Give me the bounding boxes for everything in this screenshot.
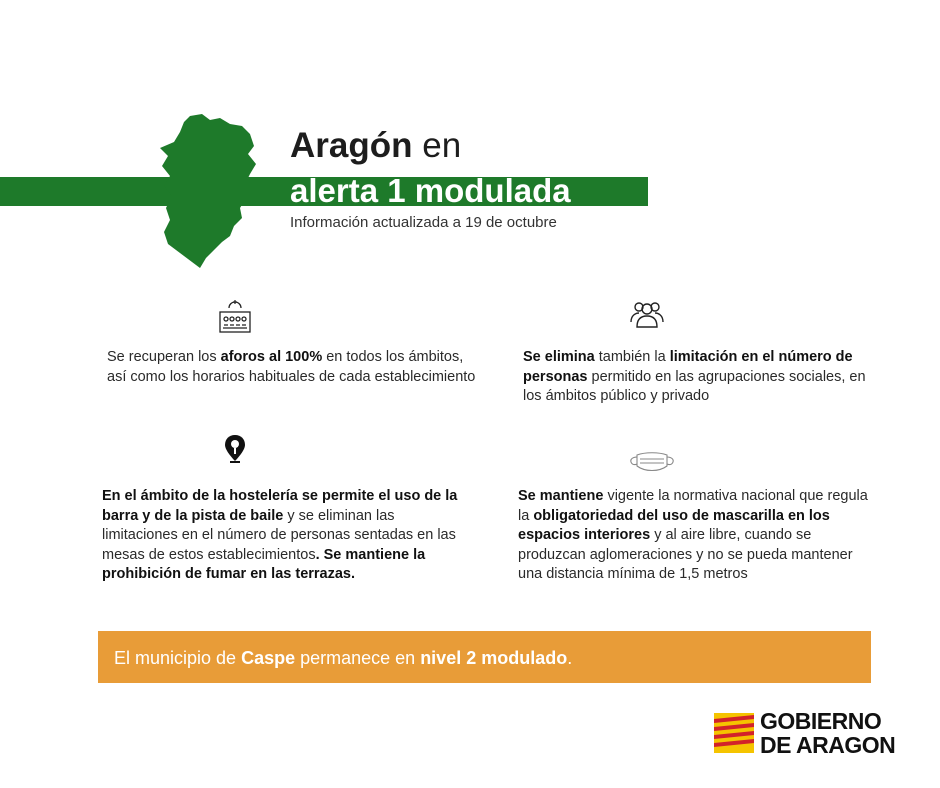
text-segment-bold: Se elimina xyxy=(523,349,595,365)
banner-municipality: Caspe xyxy=(241,648,296,668)
text-segment-bold: limitación en el número de personas xyxy=(523,349,853,385)
title-alert-level: alerta 1 modulada xyxy=(290,172,571,209)
text-segment: permitido en las agrupaciones sociales, en los ámbitos público y privado xyxy=(523,368,866,404)
text-segment-bold: aforos al 100% xyxy=(220,349,323,365)
text-segment-bold: En el ámbito de la hostelería se permite el uso de la barra y de la pista de baile xyxy=(102,488,458,524)
government-logo xyxy=(760,709,895,757)
banner-level: nivel 2 modulado xyxy=(420,648,568,668)
logo-line2: DE ARAGON xyxy=(760,732,896,758)
text-segment: vigente la normativa nacional que regula la xyxy=(518,488,868,524)
location-pin-icon xyxy=(224,434,246,464)
info-item-agrupaciones xyxy=(523,348,873,407)
face-mask-icon xyxy=(629,451,675,473)
logo-line1: GOBIERNO xyxy=(760,708,882,734)
text-segment: y se eliminan las limitaciones en el número de personas sentadas en las mesas de estos establecimientos xyxy=(102,507,456,563)
text-segment: y al aire libre, cuando se produzcan aglomeraciones y no se pueda mantener una distancia mínima de 1,5 metros xyxy=(518,527,853,582)
theater-capacity-icon xyxy=(219,300,251,334)
info-item-mascarilla xyxy=(518,487,868,585)
text-segment-bold: obligatoriedad del uso de mascarilla en los espacios interiores xyxy=(518,507,830,543)
aragon-map-icon xyxy=(150,112,268,272)
update-date: Información actualizada a 19 de octubre xyxy=(290,214,557,231)
text-segment: en todos los ámbitos, así como los horarios habituales de cada establecimiento xyxy=(107,349,476,385)
title-suffix: en xyxy=(412,126,462,165)
info-item-aforos xyxy=(107,348,477,387)
text-segment-bold: Se mantiene xyxy=(518,488,604,504)
page-title xyxy=(290,126,461,166)
aragon-flag-icon xyxy=(714,713,754,753)
banner-text xyxy=(114,647,572,669)
group-people-icon xyxy=(630,300,664,328)
text-segment: también la xyxy=(594,349,670,365)
text-segment-bold: . Se mantiene la prohibición de fumar en las terrazas. xyxy=(102,546,426,582)
info-item-hosteleria xyxy=(102,487,472,585)
banner-segment: El municipio de xyxy=(114,648,242,668)
title-region: Aragón xyxy=(290,126,413,165)
banner-segment: permanece en xyxy=(295,648,421,668)
banner-segment: . xyxy=(567,648,573,668)
text-segment: Se recuperan los xyxy=(107,349,221,365)
